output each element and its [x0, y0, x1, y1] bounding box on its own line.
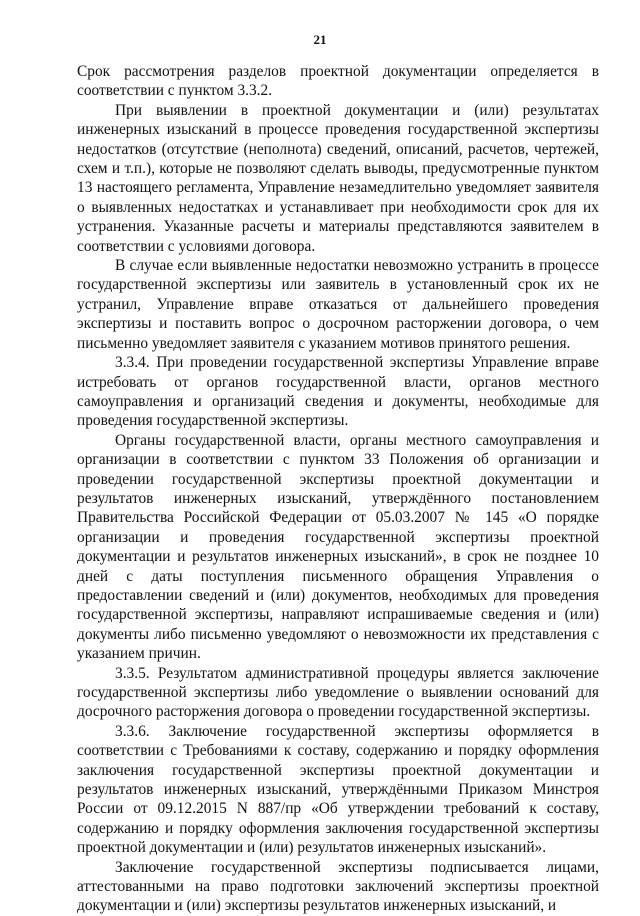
paragraph-3-3-6: 3.3.6. Заключение государственной экспертизы оформляется в соответствии с Требованиями к составу, содержанию и порядку оформления заключения государственной экспертизы проектной документации и результатов инженерных изысканий, утверждёнными Приказом Минстроя России от 09.12.2015 N 887/пр «Об утверждении требований к составу, содержанию и порядку оформления заключения государственной экспертизы проектной документации и (или) результатов инженерных изысканий».: [77, 722, 599, 857]
paragraph-deficiencies: При выявлении в проектной документации и (или) результатах инженерных изысканий в процессе проведения государственной экспертизы недостатков (отсутствие (неполнота) сведений, описаний, расчетов, чертежей, схем и т.п.), которые не позволяют сделать выводы, предусмотренные пунктом 13 настоящего регламента, Управление незамедлительно уведомляет заявителя о выявленных недостатках и устанавливает при необходимости срок для их устранения. Указанные расчеты и материалы представляются заявителем в соответствии с условиями договора.: [77, 101, 599, 255]
paragraph-signature: Заключение государственной экспертизы подписывается лицами, аттестованными на право подготовки заключений экспертизы проектной документации и (или) экспертизы результатов инженерных изысканий, и: [77, 858, 599, 915]
paragraph-3-3-5: 3.3.5. Результатом административной процедуры является заключение государственной экспертизы либо уведомление о выявлении оснований для досрочного расторжения договора о проведении государственной экспертизы.: [77, 664, 599, 721]
paragraph-authorities: Органы государственной власти, органы местного самоуправления и организации в соответствии с пунктом 33 Положения об организации и проведении государственной экспертизы проектной документации и результатов инженерных изысканий, утверждённого постановлением Правительства Российской Федерации от 05.03.2007 № 145 «О порядке организации и проведения государственной экспертизы проектной документации и результатов инженерных изысканий», в срок не позднее 10 дней с даты поступления письменного обращения Управления о предоставлении сведений и (или) документов, необходимых для проведения государственной экспертизы, направляют испрашиваемые сведения и (или) документы либо письменно уведомляют о невозможности их представления с указанием причин.: [77, 431, 599, 663]
paragraph-3-3-4: 3.3.4. При проведении государственной экспертизы Управление вправе истребовать от органов государственной власти, органов местного самоуправления и организаций сведения и документы, необходимые для проведения государственной экспертизы.: [77, 354, 599, 430]
document-body: [77, 62, 599, 916]
page-number: 21: [313, 32, 327, 47]
paragraph-refusal: В случае если выявленные недостатки невозможно устранить в процессе государственной экспертизы или заявитель в установленный срок их не устранил, Управление вправе отказаться от дальнейшего проведения экспертизы и поставить вопрос о досрочном расторжении договора, о чем письменно уведомляет заявителя с указанием мотивов принятого решения.: [77, 257, 599, 352]
paragraph-review-period: Срок рассмотрения разделов проектной документации определяется в соответствии с пунктом 3.3.2.: [77, 63, 599, 100]
